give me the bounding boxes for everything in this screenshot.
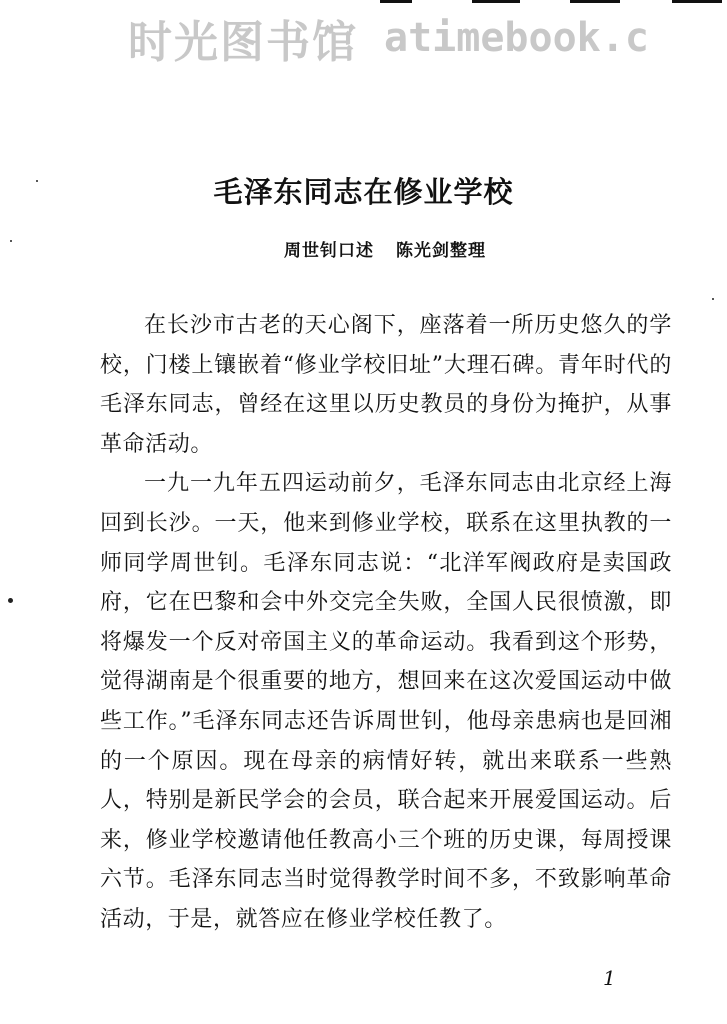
watermark [128,10,649,66]
paragraph-2: 一九一九年五四运动前夕，毛泽东同志由北京经上海回到长沙。一天，他来到修业学校，联系在这里执教的一师同学周世钊。毛泽东同志说：“北洋军阀政府是卖国政府，它在巴黎和会中外交完全失败，全国人民很愤激，即将爆发一个反对帝国主义的革命运动。我看到这个形势，觉得湖南是个很重要的地方，想回来在这次爱国运动中做些工作。”毛泽东同志还告诉周世钊，他母亲患病也是回湘的一个原因。现在母亲的病情好转，就出来联系一些熟人，特别是新民学会的会员，联合起来开展爱国运动。后来，修业学校邀请他任教高小三个班的历史课，每周授课六节。毛泽东同志当时觉得教学时间不多，不致影响革命活动，于是，就答应在修业学校任教了。 [100,471,672,932]
watermark-chinese: 时光图书馆 [128,17,358,68]
top-rule-1 [380,0,412,3]
page-number: 1 [603,966,616,990]
byline-editor: 陈光剑整理 [396,241,486,261]
top-rule-3 [570,0,620,3]
top-rule-2 [472,0,520,3]
byline [0,236,727,261]
top-rule-4 [672,0,722,3]
scan-speck [712,298,714,300]
paragraph-1: 在长沙市古老的天心阁下，座落着一所历史悠久的学校，门楼上镶嵌着“修业学校旧址”大理石碑。青年时代的毛泽东同志，曾经在这里以历史教员的身份为掩护，从事革命活动。 [100,313,672,457]
byline-narrator: 周世钊口述 [284,241,374,261]
article-body [100,306,672,940]
watermark-site: atimebook.c [384,15,649,61]
scan-speck [10,240,12,242]
scan-speck [8,598,13,603]
article-title: 毛泽东同志在修业学校 [213,175,514,209]
scan-speck [36,180,38,182]
